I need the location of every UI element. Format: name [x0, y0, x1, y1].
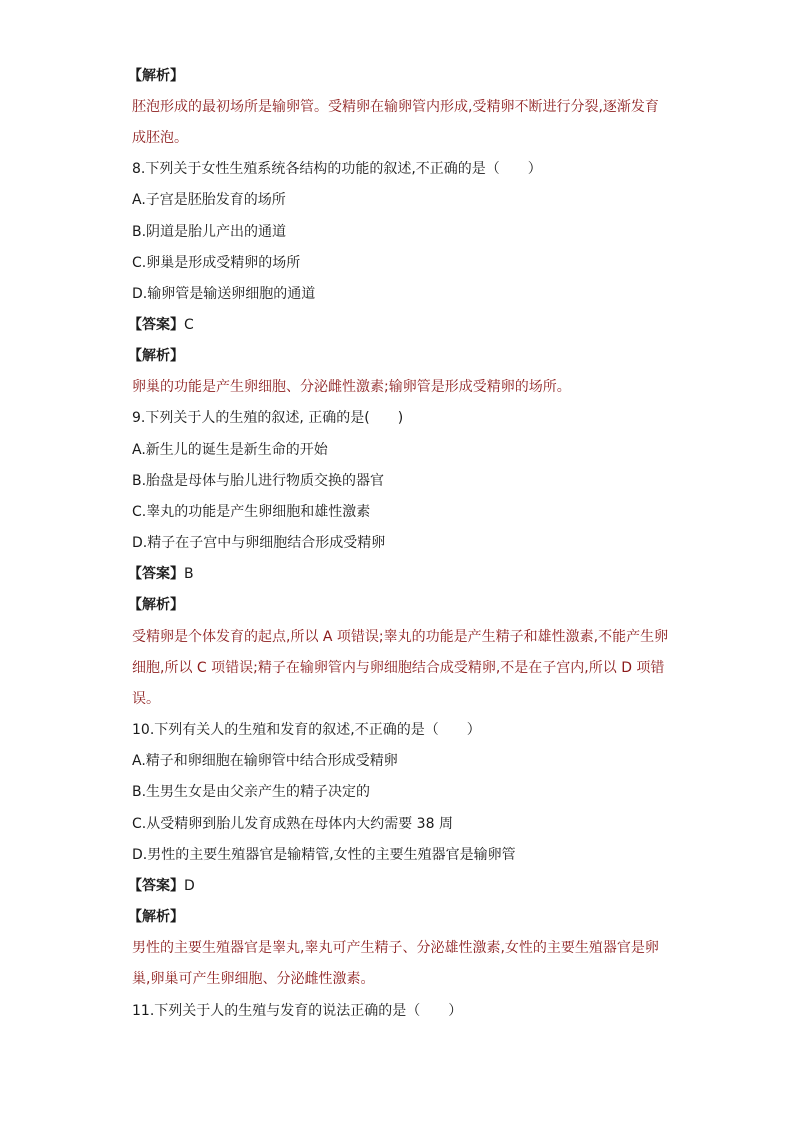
option-d: D.男性的主要生殖器官是输精管,女性的主要生殖器官是输卵管 — [132, 847, 516, 863]
answer-row — [128, 315, 674, 335]
option-b: B.生男生女是由父亲产生的精子决定的 — [132, 784, 371, 800]
option-d: D.输卵管是输送卵细胞的通道 — [132, 286, 316, 302]
analysis-label: 【解析】 — [128, 597, 184, 613]
analysis-label: 【解析】 — [128, 909, 184, 925]
analysis-label: 【解析】 — [128, 68, 184, 84]
option-b: B.胎盘是母体与胎儿进行物质交换的器官 — [132, 473, 385, 489]
option-c: C.卵巢是形成受精卵的场所 — [132, 255, 301, 271]
analysis-text: 细胞,所以 C 项错误;精子在输卵管内与卵细胞结合成受精卵,不是在子宫内,所以 D 项错 — [132, 660, 665, 676]
analysis-text: 卵巢的功能是产生卵细胞、分泌雌性激素;输卵管是形成受精卵的场所。 — [132, 379, 571, 395]
analysis-text: 男性的主要生殖器官是睾丸,睾丸可产生精子、分泌雄性激素,女性的主要生殖器官是卵 — [132, 940, 659, 956]
analysis-text: 误。 — [132, 691, 160, 707]
analysis-text: 巢,卵巢可产生卵细胞、分泌雌性激素。 — [132, 971, 375, 987]
analysis-text: 胚泡形成的最初场所是输卵管。受精卵在输卵管内形成,受精卵不断进行分裂,逐渐发育 — [132, 99, 659, 115]
question-stem: 9.下列关于人的生殖的叙述, 正确的是( ) — [132, 410, 404, 426]
option-a: A.精子和卵细胞在输卵管中结合形成受精卵 — [132, 753, 398, 769]
answer-label: 【答案】 — [128, 317, 184, 333]
option-d: D.精子在子宫中与卵细胞结合形成受精卵 — [132, 535, 386, 551]
option-a: A.子宫是胚胎发育的场所 — [132, 192, 286, 208]
analysis-text: 成胚泡。 — [132, 130, 188, 146]
question-stem: 10.下列有关人的生殖和发育的叙述,不正确的是（ ） — [132, 722, 481, 738]
answer-value: C — [184, 317, 194, 333]
answer-value: D — [184, 878, 195, 894]
answer-row — [128, 876, 674, 896]
analysis-text: 受精卵是个体发育的起点,所以 A 项错误;睾丸的功能是产生精子和雄性激素,不能产生卵 — [132, 629, 669, 645]
option-c: C.睾丸的功能是产生卵细胞和雄性激素 — [132, 504, 371, 520]
option-b: B.阴道是胎儿产出的通道 — [132, 224, 287, 240]
option-c: C.从受精卵到胎儿发育成熟在母体内大约需要 38 周 — [132, 816, 453, 832]
option-a: A.新生儿的诞生是新生命的开始 — [132, 442, 328, 458]
question-stem: 8.下列关于女性生殖系统各结构的功能的叙述,不正确的是（ ） — [132, 161, 542, 177]
answer-value: B — [184, 566, 194, 582]
answer-row — [128, 564, 674, 584]
answer-label: 【答案】 — [128, 566, 184, 582]
answer-label: 【答案】 — [128, 878, 184, 894]
question-stem: 11.下列关于人的生殖与发育的说法正确的是（ ） — [132, 1003, 463, 1019]
analysis-label: 【解析】 — [128, 348, 184, 364]
